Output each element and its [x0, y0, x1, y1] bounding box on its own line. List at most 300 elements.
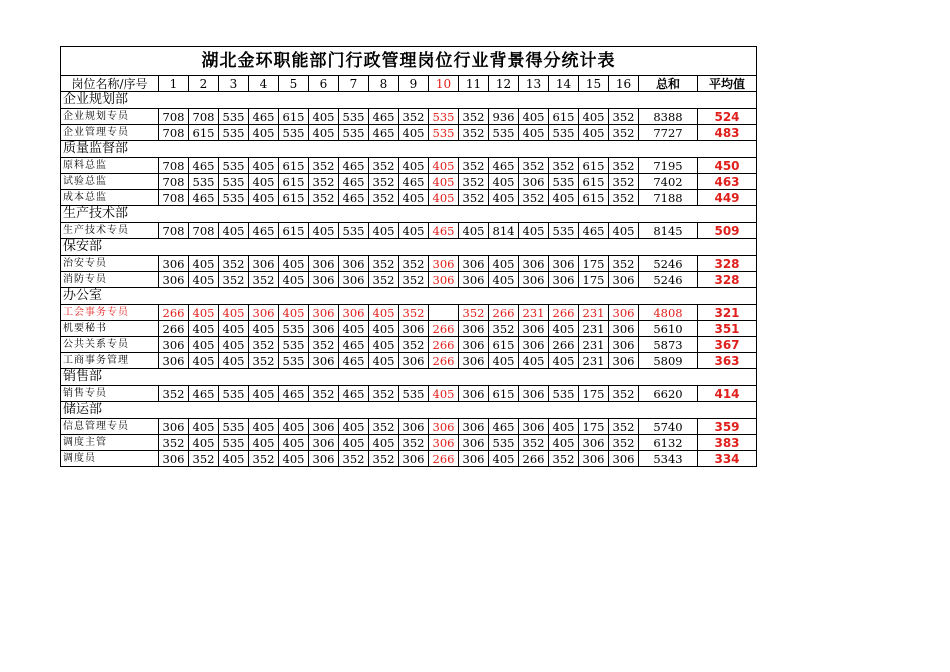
score-cell: 465 — [249, 223, 279, 239]
score-cell: 352 — [399, 109, 429, 125]
header-col-14: 14 — [549, 76, 579, 92]
score-cell: 814 — [489, 223, 519, 239]
sum-cell: 5246 — [639, 256, 698, 272]
score-cell: 405 — [369, 435, 399, 451]
table-row — [61, 435, 757, 451]
score-cell: 352 — [399, 305, 429, 321]
score-cell: 352 — [369, 174, 399, 190]
score-cell: 615 — [279, 158, 309, 174]
avg-cell: 483 — [698, 125, 757, 141]
score-cell: 535 — [399, 386, 429, 402]
header-col-5: 5 — [279, 76, 309, 92]
score-cell: 405 — [339, 419, 369, 435]
score-cell: 405 — [519, 109, 549, 125]
score-cell: 352 — [369, 190, 399, 206]
score-cell: 708 — [189, 109, 219, 125]
score-cell: 535 — [219, 190, 249, 206]
header-name-col: 岗位名称/序号 — [61, 76, 159, 92]
score-cell: 352 — [399, 272, 429, 288]
score-cell: 535 — [279, 337, 309, 353]
score-cell: 306 — [159, 353, 189, 369]
position-name: 试验总监 — [61, 174, 159, 190]
header-col-6: 6 — [309, 76, 339, 92]
score-cell: 535 — [279, 321, 309, 337]
score-cell: 535 — [429, 109, 459, 125]
score-cell: 405 — [219, 353, 249, 369]
score-cell: 405 — [279, 305, 309, 321]
sum-cell: 5809 — [639, 353, 698, 369]
score-cell: 306 — [159, 337, 189, 353]
position-name: 信息管理专员 — [61, 419, 159, 435]
score-cell: 352 — [369, 451, 399, 467]
score-cell: 306 — [309, 321, 339, 337]
score-cell: 231 — [579, 353, 609, 369]
score-cell: 306 — [519, 256, 549, 272]
score-cell: 306 — [459, 256, 489, 272]
avg-cell: 449 — [698, 190, 757, 206]
header-col-15: 15 — [579, 76, 609, 92]
header-col-8: 8 — [369, 76, 399, 92]
score-cell: 535 — [219, 109, 249, 125]
score-cell: 306 — [609, 305, 639, 321]
score-cell: 535 — [219, 435, 249, 451]
score-cell: 306 — [249, 256, 279, 272]
position-name: 消防专员 — [61, 272, 159, 288]
score-cell: 175 — [579, 256, 609, 272]
score-cell: 465 — [339, 158, 369, 174]
score-cell: 306 — [519, 174, 549, 190]
score-cell: 535 — [219, 419, 249, 435]
score-cell: 465 — [339, 190, 369, 206]
score-cell: 306 — [459, 353, 489, 369]
score-cell: 405 — [429, 386, 459, 402]
score-cell: 352 — [159, 386, 189, 402]
score-cell: 615 — [279, 223, 309, 239]
position-name: 调度主管 — [61, 435, 159, 451]
score-cell: 266 — [159, 305, 189, 321]
score-cell: 306 — [519, 272, 549, 288]
score-cell: 266 — [429, 353, 459, 369]
score-cell: 405 — [339, 321, 369, 337]
section-row — [61, 206, 757, 223]
score-cell: 405 — [249, 125, 279, 141]
score-cell: 352 — [249, 337, 279, 353]
score-cell: 535 — [549, 386, 579, 402]
score-cell: 405 — [399, 158, 429, 174]
score-cell: 352 — [609, 174, 639, 190]
score-cell: 352 — [369, 386, 399, 402]
header-sum: 总和 — [639, 76, 698, 92]
table-row — [61, 451, 757, 467]
score-cell: 266 — [519, 451, 549, 467]
avg-cell: 334 — [698, 451, 757, 467]
section-row — [61, 369, 757, 386]
score-cell: 936 — [489, 109, 519, 125]
score-cell: 405 — [579, 125, 609, 141]
score-cell: 405 — [189, 435, 219, 451]
score-cell: 405 — [249, 174, 279, 190]
score-cell: 306 — [459, 419, 489, 435]
score-cell: 306 — [399, 353, 429, 369]
score-cell: 465 — [189, 386, 219, 402]
score-cell: 615 — [489, 386, 519, 402]
score-cell: 306 — [309, 305, 339, 321]
score-cell: 352 — [459, 305, 489, 321]
score-cell: 535 — [189, 174, 219, 190]
position-name: 工商事务管理 — [61, 353, 159, 369]
score-cell: 306 — [399, 419, 429, 435]
position-name: 生产技术专员 — [61, 223, 159, 239]
score-cell: 306 — [519, 419, 549, 435]
avg-cell: 359 — [698, 419, 757, 435]
score-cell: 352 — [189, 451, 219, 467]
score-cell: 352 — [459, 125, 489, 141]
score-cell: 405 — [489, 272, 519, 288]
section-row — [61, 288, 757, 305]
score-cell: 615 — [189, 125, 219, 141]
score-cell: 352 — [609, 256, 639, 272]
section-title: 企业规划部 — [61, 92, 757, 109]
score-cell: 266 — [549, 337, 579, 353]
header-col-13: 13 — [519, 76, 549, 92]
header-col-4: 4 — [249, 76, 279, 92]
score-cell: 405 — [279, 451, 309, 467]
score-cell: 352 — [369, 158, 399, 174]
score-cell: 352 — [609, 419, 639, 435]
score-cell: 405 — [309, 109, 339, 125]
score-cell: 405 — [609, 223, 639, 239]
section-title: 质量监督部 — [61, 141, 757, 158]
score-cell: 405 — [369, 223, 399, 239]
score-cell: 306 — [159, 451, 189, 467]
avg-cell: 450 — [698, 158, 757, 174]
score-cell: 231 — [579, 305, 609, 321]
score-cell: 352 — [369, 419, 399, 435]
sum-cell: 8388 — [639, 109, 698, 125]
avg-cell: 328 — [698, 256, 757, 272]
score-cell: 352 — [399, 337, 429, 353]
score-cell: 405 — [249, 158, 279, 174]
score-cell: 405 — [549, 353, 579, 369]
score-cell: 405 — [489, 353, 519, 369]
score-cell: 405 — [369, 353, 399, 369]
table-row — [61, 256, 757, 272]
position-name: 销售专员 — [61, 386, 159, 402]
score-cell: 535 — [339, 223, 369, 239]
score-cell: 708 — [159, 190, 189, 206]
score-cell: 405 — [309, 223, 339, 239]
score-cell: 352 — [459, 174, 489, 190]
score-cell: 352 — [549, 451, 579, 467]
score-cell: 352 — [399, 256, 429, 272]
score-cell: 405 — [219, 337, 249, 353]
score-cell: 465 — [189, 158, 219, 174]
score-cell: 405 — [489, 451, 519, 467]
score-cell: 231 — [579, 337, 609, 353]
score-cell: 465 — [249, 109, 279, 125]
score-cell: 266 — [489, 305, 519, 321]
score-cell: 535 — [429, 125, 459, 141]
position-name: 治安专员 — [61, 256, 159, 272]
table-row — [61, 353, 757, 369]
position-name: 调度员 — [61, 451, 159, 467]
score-cell: 405 — [519, 353, 549, 369]
score-cell: 465 — [579, 223, 609, 239]
header-col-9: 9 — [399, 76, 429, 92]
score-cell: 465 — [399, 174, 429, 190]
score-cell: 352 — [609, 386, 639, 402]
section-row — [61, 141, 757, 158]
score-cell: 405 — [549, 321, 579, 337]
section-row — [61, 92, 757, 109]
score-cell: 306 — [339, 272, 369, 288]
score-cell: 535 — [279, 353, 309, 369]
score-cell: 405 — [279, 256, 309, 272]
score-cell: 405 — [369, 321, 399, 337]
score-cell: 405 — [519, 125, 549, 141]
score-cell: 306 — [339, 256, 369, 272]
score-cell: 306 — [609, 337, 639, 353]
table-row — [61, 321, 757, 337]
score-cell: 266 — [549, 305, 579, 321]
header-col-12: 12 — [489, 76, 519, 92]
score-cell: 306 — [159, 272, 189, 288]
score-cell: 306 — [519, 337, 549, 353]
score-cell: 405 — [489, 256, 519, 272]
sum-cell: 8145 — [639, 223, 698, 239]
score-cell: 306 — [609, 321, 639, 337]
score-cell: 465 — [339, 174, 369, 190]
page-title: 湖北金环职能部门行政管理岗位行业背景得分统计表 — [61, 47, 757, 76]
score-cell: 306 — [429, 419, 459, 435]
avg-cell: 367 — [698, 337, 757, 353]
score-cell: 615 — [579, 174, 609, 190]
avg-cell: 321 — [698, 305, 757, 321]
score-cell: 535 — [489, 435, 519, 451]
table-row — [61, 272, 757, 288]
score-cell: 405 — [399, 223, 429, 239]
position-name: 原料总监 — [61, 158, 159, 174]
score-cell: 306 — [309, 451, 339, 467]
score-cell: 405 — [459, 223, 489, 239]
score-cell: 266 — [429, 451, 459, 467]
score-cell: 175 — [579, 419, 609, 435]
score-cell: 352 — [369, 256, 399, 272]
score-cell: 306 — [459, 451, 489, 467]
score-cell: 535 — [489, 125, 519, 141]
score-cell: 535 — [219, 125, 249, 141]
score-cell: 465 — [369, 109, 399, 125]
position-name: 企业规划专员 — [61, 109, 159, 125]
score-cell: 535 — [219, 174, 249, 190]
section-row — [61, 239, 757, 256]
score-cell: 306 — [339, 305, 369, 321]
score-cell: 535 — [339, 125, 369, 141]
score-cell: 405 — [519, 223, 549, 239]
header-col-2: 2 — [189, 76, 219, 92]
score-cell: 615 — [279, 190, 309, 206]
section-title: 办公室 — [61, 288, 757, 305]
score-cell: 405 — [549, 419, 579, 435]
score-cell: 405 — [189, 256, 219, 272]
score-cell: 352 — [459, 158, 489, 174]
score-cell: 231 — [579, 321, 609, 337]
score-cell: 615 — [279, 109, 309, 125]
sum-cell: 4808 — [639, 305, 698, 321]
score-cell: 306 — [609, 353, 639, 369]
score-cell: 405 — [189, 272, 219, 288]
sum-cell: 7402 — [639, 174, 698, 190]
score-cell: 535 — [549, 223, 579, 239]
score-cell: 405 — [249, 435, 279, 451]
score-cell: 306 — [459, 337, 489, 353]
score-cell: 352 — [339, 451, 369, 467]
score-cell: 352 — [519, 190, 549, 206]
avg-cell: 363 — [698, 353, 757, 369]
sum-cell: 7727 — [639, 125, 698, 141]
score-cell: 306 — [429, 256, 459, 272]
score-cell: 535 — [219, 386, 249, 402]
score-cell: 352 — [249, 451, 279, 467]
score-cell: 405 — [489, 190, 519, 206]
sum-cell: 5343 — [639, 451, 698, 467]
score-cell: 306 — [249, 305, 279, 321]
sum-cell: 5246 — [639, 272, 698, 288]
header-row — [61, 76, 757, 92]
score-cell: 708 — [159, 125, 189, 141]
score-cell: 405 — [219, 223, 249, 239]
score-table — [60, 46, 757, 467]
position-name: 机要秘书 — [61, 321, 159, 337]
score-cell: 352 — [489, 321, 519, 337]
score-cell: 352 — [309, 158, 339, 174]
score-cell: 306 — [609, 451, 639, 467]
score-cell: 535 — [339, 109, 369, 125]
score-cell: 405 — [279, 272, 309, 288]
score-cell: 405 — [189, 337, 219, 353]
score-cell: 306 — [399, 451, 429, 467]
table-row — [61, 158, 757, 174]
score-cell: 465 — [189, 190, 219, 206]
score-cell: 352 — [309, 174, 339, 190]
position-name: 企业管理专员 — [61, 125, 159, 141]
table-row — [61, 223, 757, 239]
score-cell: 306 — [429, 435, 459, 451]
table-row — [61, 305, 757, 321]
score-cell: 352 — [249, 272, 279, 288]
score-cell: 708 — [189, 223, 219, 239]
position-name: 成本总监 — [61, 190, 159, 206]
score-cell: 405 — [369, 305, 399, 321]
score-cell: 405 — [219, 321, 249, 337]
score-cell: 708 — [159, 223, 189, 239]
avg-cell: 509 — [698, 223, 757, 239]
score-cell: 352 — [309, 190, 339, 206]
score-cell: 352 — [519, 435, 549, 451]
score-cell: 266 — [429, 337, 459, 353]
score-cell: 352 — [549, 158, 579, 174]
score-cell: 352 — [399, 435, 429, 451]
score-cell: 306 — [459, 321, 489, 337]
sum-cell: 7195 — [639, 158, 698, 174]
avg-cell: 524 — [698, 109, 757, 125]
score-cell: 405 — [339, 435, 369, 451]
score-cell: 405 — [219, 451, 249, 467]
position-name: 工会事务专员 — [61, 305, 159, 321]
score-cell: 465 — [339, 386, 369, 402]
sum-cell: 5610 — [639, 321, 698, 337]
table-row — [61, 419, 757, 435]
score-cell: 352 — [369, 272, 399, 288]
score-cell: 465 — [429, 223, 459, 239]
score-cell: 306 — [159, 256, 189, 272]
sum-cell: 7188 — [639, 190, 698, 206]
score-cell: 352 — [309, 386, 339, 402]
score-cell: 405 — [309, 125, 339, 141]
table-row — [61, 174, 757, 190]
score-cell: 352 — [309, 337, 339, 353]
score-cell: 306 — [579, 451, 609, 467]
section-row — [61, 402, 757, 419]
score-cell: 405 — [279, 435, 309, 451]
score-cell: 175 — [579, 386, 609, 402]
score-cell: 352 — [459, 190, 489, 206]
header-col-1: 1 — [159, 76, 189, 92]
score-cell: 306 — [159, 419, 189, 435]
score-cell: 352 — [609, 125, 639, 141]
score-cell: 175 — [579, 272, 609, 288]
score-cell: 352 — [519, 158, 549, 174]
header-col-10: 10 — [429, 76, 459, 92]
position-name: 公共关系专员 — [61, 337, 159, 353]
avg-cell: 463 — [698, 174, 757, 190]
score-cell: 405 — [399, 190, 429, 206]
sum-cell: 6620 — [639, 386, 698, 402]
score-cell: 535 — [219, 158, 249, 174]
score-cell: 405 — [249, 190, 279, 206]
sum-cell: 6132 — [639, 435, 698, 451]
score-cell: 405 — [249, 419, 279, 435]
score-cell: 266 — [429, 321, 459, 337]
score-cell: 352 — [219, 256, 249, 272]
score-cell: 405 — [549, 190, 579, 206]
score-cell: 465 — [339, 353, 369, 369]
score-cell: 708 — [159, 109, 189, 125]
score-cell: 405 — [249, 321, 279, 337]
sum-cell: 5873 — [639, 337, 698, 353]
section-title: 储运部 — [61, 402, 757, 419]
avg-cell: 328 — [698, 272, 757, 288]
section-title: 保安部 — [61, 239, 757, 256]
header-col-16: 16 — [609, 76, 639, 92]
score-cell: 465 — [369, 125, 399, 141]
score-cell: 405 — [489, 174, 519, 190]
score-cell: 306 — [549, 272, 579, 288]
score-cell: 465 — [339, 337, 369, 353]
score-cell: 306 — [399, 321, 429, 337]
score-cell: 708 — [159, 174, 189, 190]
score-cell: 405 — [189, 321, 219, 337]
score-cell: 352 — [159, 435, 189, 451]
header-col-11: 11 — [459, 76, 489, 92]
section-title: 生产技术部 — [61, 206, 757, 223]
score-cell: 405 — [189, 419, 219, 435]
score-cell: 306 — [609, 272, 639, 288]
score-cell: 615 — [579, 190, 609, 206]
score-cell: 405 — [249, 386, 279, 402]
score-cell: 708 — [159, 158, 189, 174]
score-cell: 352 — [219, 272, 249, 288]
